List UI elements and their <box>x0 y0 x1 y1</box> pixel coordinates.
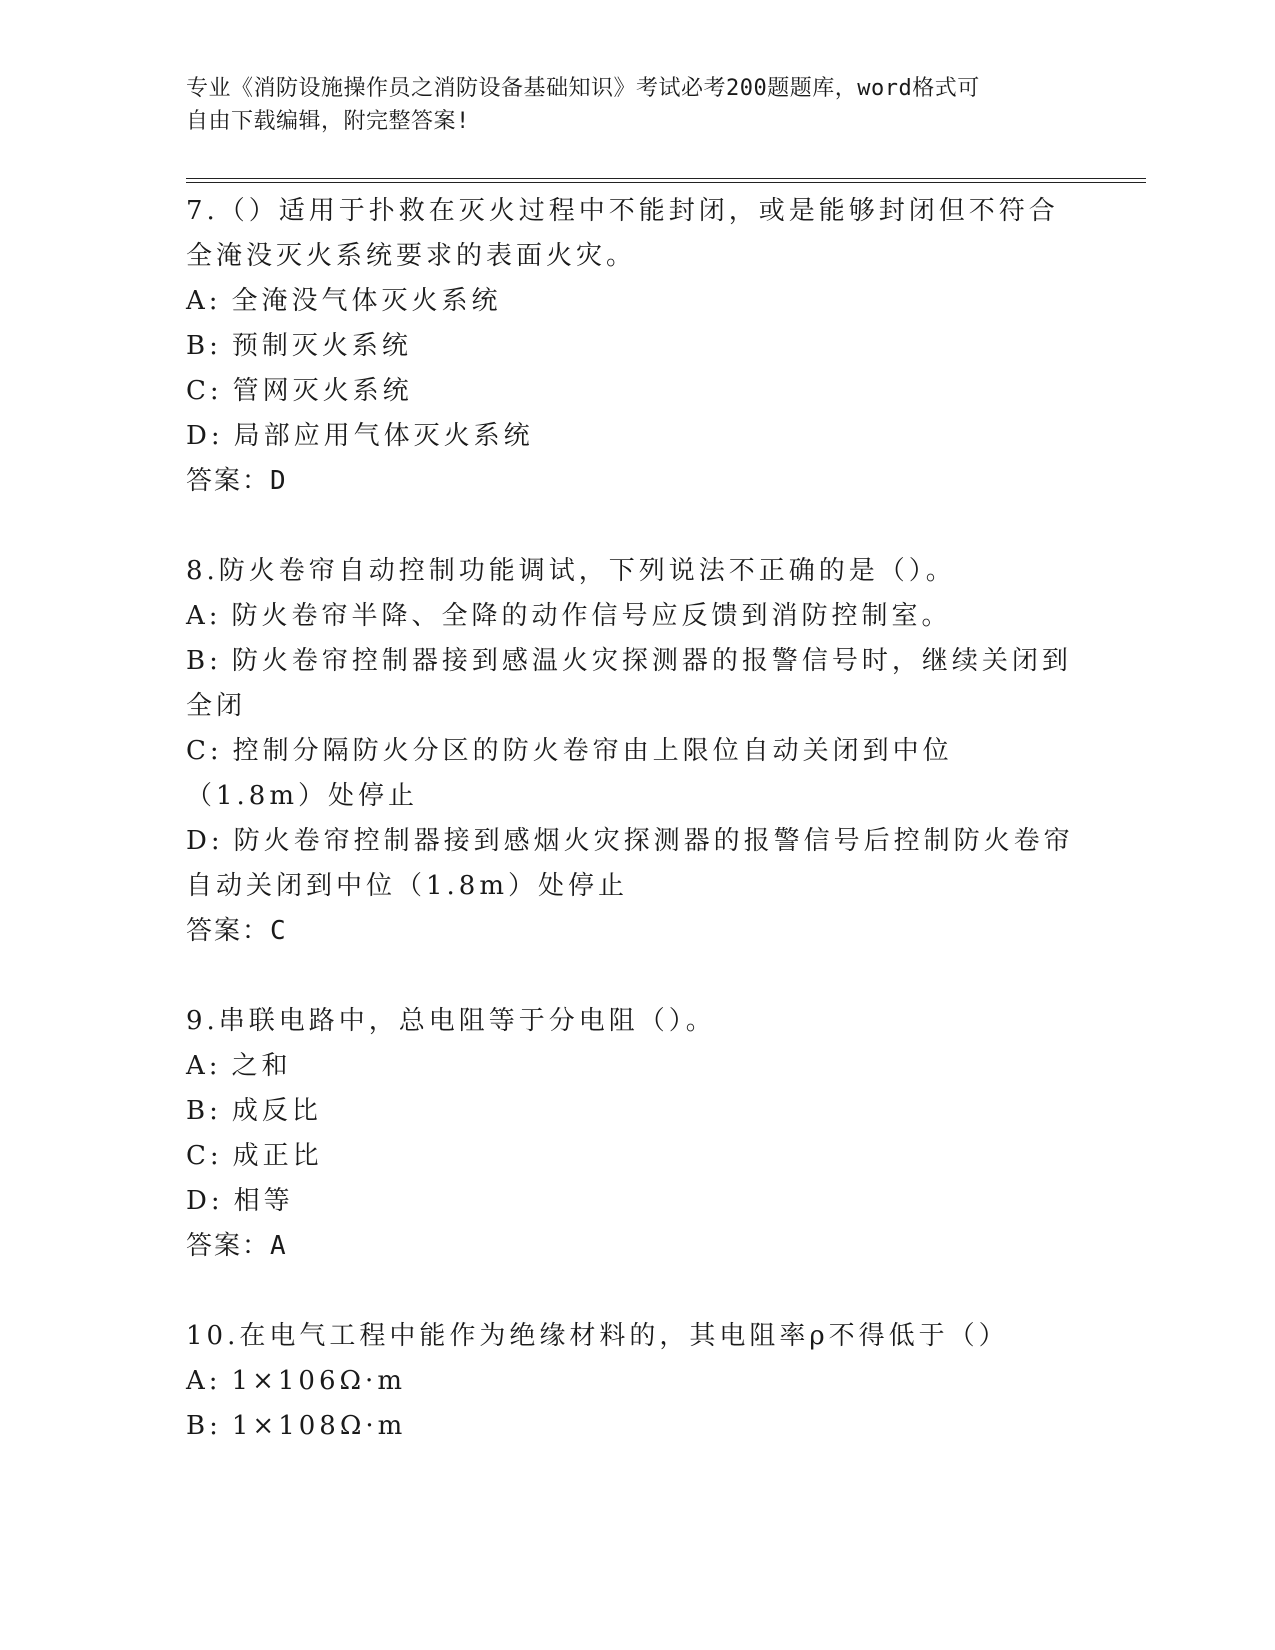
option-text: 管网灭火系统 <box>232 376 413 406</box>
answer-line <box>186 1224 1076 1269</box>
question-7 <box>186 189 1076 504</box>
option-text: 控制分隔防火分区的防火卷帘由上限位自动关闭到中位（1.8m）处停止 <box>186 736 953 811</box>
header-line-2: 自由下载编辑，附完整答案! <box>186 109 470 134</box>
question-stem: 8.防火卷帘自动控制功能调试，下列说法不正确的是（）。 <box>186 556 956 586</box>
option-text: 1×108Ω·m <box>231 1411 407 1441</box>
answer-value: A <box>270 1231 288 1261</box>
header-divider-top <box>186 178 1146 179</box>
question-stem: 7.（）适用于扑救在灭火过程中不能封闭，或是能够封闭但不符合全淹没灭火系统要求的表面火灾。 <box>186 196 1059 271</box>
option-text: 预制灭火系统 <box>231 331 412 361</box>
option-letter: D: <box>186 826 224 856</box>
option-b <box>186 639 1076 729</box>
option-text: 成反比 <box>231 1096 322 1126</box>
header-line-1: 专业《消防设施操作员之消防设备基础知识》考试必考200题题库，word格式可 <box>186 76 980 101</box>
option-letter: C: <box>186 376 223 406</box>
answer-line <box>186 459 1076 504</box>
option-letter: C: <box>186 736 223 766</box>
option-c <box>186 369 1076 414</box>
option-text: 防火卷帘半降、全降的动作信号应反馈到消防控制室。 <box>231 601 952 631</box>
option-letter: B: <box>186 1096 222 1126</box>
option-letter: D: <box>186 1186 224 1216</box>
question-8 <box>186 549 1076 954</box>
question-list <box>186 189 1076 1494</box>
option-text: 局部应用气体灭火系统 <box>233 421 534 451</box>
option-d <box>186 819 1076 909</box>
answer-line <box>186 909 1076 954</box>
option-c <box>186 729 1076 819</box>
option-a <box>186 279 1076 324</box>
answer-value: C <box>270 916 288 946</box>
option-text: 1×106Ω·m <box>231 1366 406 1396</box>
option-b <box>186 324 1076 369</box>
answer-label: 答案： <box>186 1231 271 1261</box>
option-letter: A: <box>186 1051 222 1081</box>
question-10 <box>186 1314 1076 1449</box>
option-d <box>186 1179 1076 1224</box>
option-letter: A: <box>186 1366 222 1396</box>
option-text: 防火卷帘控制器接到感温火灾探测器的报警信号时，继续关闭到全闭 <box>186 646 1072 721</box>
option-letter: B: <box>186 1411 222 1441</box>
question-9 <box>186 999 1076 1269</box>
option-letter: B: <box>186 646 222 676</box>
option-text: 相等 <box>233 1186 294 1216</box>
option-a <box>186 1044 1076 1089</box>
option-d <box>186 414 1076 459</box>
question-stem: 9.串联电路中，总电阻等于分电阻（）。 <box>186 1006 716 1036</box>
option-text: 防火卷帘控制器接到感烟火灾探测器的报警信号后控制防火卷帘自动关闭到中位（1.8m）处停止 <box>186 826 1074 901</box>
option-b <box>186 1404 1076 1449</box>
option-letter: A: <box>186 601 222 631</box>
option-letter: D: <box>186 421 224 451</box>
option-a <box>186 1359 1076 1404</box>
option-text: 之和 <box>231 1051 292 1081</box>
answer-value: D <box>270 466 288 496</box>
option-c <box>186 1134 1076 1179</box>
header-divider-bottom <box>186 182 1146 183</box>
document-header <box>186 72 1066 138</box>
option-letter: B: <box>186 331 222 361</box>
option-letter: A: <box>186 286 222 316</box>
answer-label: 答案： <box>186 916 271 946</box>
question-stem: 10.在电气工程中能作为绝缘材料的，其电阻率ρ不得低于（） <box>186 1321 1009 1351</box>
option-text: 成正比 <box>232 1141 323 1171</box>
answer-label: 答案： <box>186 466 271 496</box>
option-text: 全淹没气体灭火系统 <box>231 286 502 316</box>
option-b <box>186 1089 1076 1134</box>
option-a <box>186 594 1076 639</box>
option-letter: C: <box>186 1141 223 1171</box>
